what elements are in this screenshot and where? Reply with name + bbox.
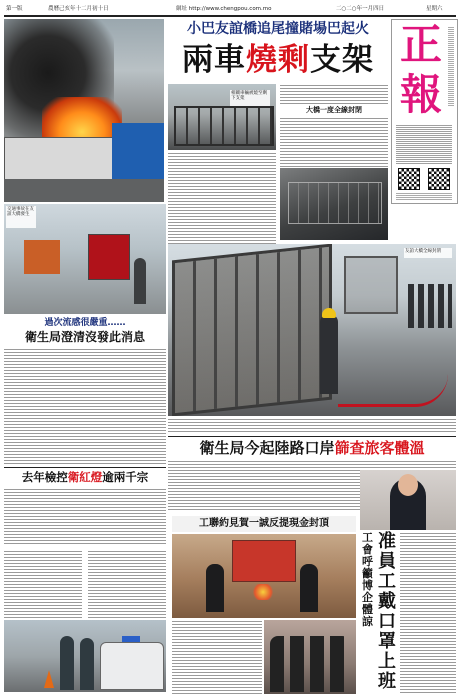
- people-photo: [264, 620, 356, 694]
- logo-char-1: 正: [400, 20, 443, 69]
- fireworks-body-text-3: [88, 550, 166, 618]
- traffic-officer-1: [60, 636, 74, 690]
- photo-caption-center: 友誼大橋全線封閉: [405, 249, 441, 254]
- masthead-strip: [6, 4, 454, 14]
- publisher-info: [396, 124, 452, 164]
- traffic-officer-2: [80, 638, 94, 690]
- lead-headline: [168, 40, 388, 80]
- photo-caption-box-left: [6, 206, 36, 228]
- bridge-road: [4, 179, 164, 202]
- wreckage-photo: [280, 168, 388, 240]
- weekday: 星期六: [426, 6, 443, 12]
- burnt-frame-photo: [168, 84, 276, 150]
- lead-subhead: 大橋一度全線封閉: [306, 106, 362, 114]
- police-officer: [134, 258, 146, 304]
- health-headline: [168, 436, 456, 459]
- person-left: [206, 564, 224, 612]
- helmet: [322, 308, 336, 318]
- side-kicker: 工會呼籲博企體諒: [362, 531, 373, 628]
- edition-label: 第一版: [6, 6, 23, 12]
- firefighter: [320, 314, 338, 394]
- lead-body-text-1: [280, 84, 388, 104]
- flu-headline: 衛生局澄清沒發此消息: [24, 330, 145, 344]
- photo-caption-left: 交通事故在友誼大橋發生: [7, 207, 34, 217]
- red-bus: [88, 234, 130, 280]
- section-divider: [4, 467, 166, 468]
- portrait-face: [398, 474, 418, 496]
- portrait-photo: [360, 470, 456, 530]
- website-link[interactable]: 網址 http://www.chengpou.com.mo: [176, 6, 272, 12]
- flu-body-text: [4, 348, 166, 466]
- fire-hose: [338, 374, 448, 407]
- bus-skeleton: [172, 244, 332, 416]
- photo-caption-box: [230, 90, 270, 106]
- meeting-photo: [172, 534, 356, 618]
- qr-caption: [396, 192, 452, 200]
- fireworks-body-text-2: [4, 550, 82, 618]
- headline-word-3: 支架: [310, 42, 374, 78]
- fire-photo: [4, 19, 164, 202]
- frame-skeleton: [174, 106, 274, 146]
- masthead-logo-box: [391, 19, 458, 204]
- police-car-light: [122, 636, 140, 642]
- headline-word-1: 兩車: [182, 42, 246, 78]
- people-silhouettes: [270, 636, 350, 692]
- bridge-accident-photo: [4, 204, 166, 314]
- meeting-backdrop: [232, 540, 296, 582]
- wreck-frame: [288, 182, 382, 224]
- headline-word-2: 燒剩: [246, 42, 310, 78]
- health-headline-black: 衛生局今起陸路口岸: [199, 439, 335, 457]
- flowers: [252, 584, 274, 600]
- fireworks-headline-2: 衛紅燈: [67, 470, 103, 484]
- lead-body-text-2: [280, 117, 388, 167]
- fireworks-headline-1: 去年檢控: [21, 470, 68, 484]
- lead-body-text-3: [168, 152, 276, 244]
- union-headline: 工聯約見賀一誠反提現金封頂: [172, 516, 356, 532]
- police-car: [100, 642, 164, 690]
- union-body-text: [172, 620, 262, 694]
- personnel-group: [408, 284, 452, 328]
- emergency-vehicles: [24, 240, 60, 274]
- fireworks-headline-3: 逾兩千宗: [102, 470, 149, 484]
- blue-bus: [112, 123, 164, 179]
- lead-continuation: [168, 418, 456, 434]
- bus-skeleton-photo: [168, 244, 456, 416]
- traffic-police-photo: [4, 620, 166, 692]
- photo-caption: 相關車輛被燒至剩下支架: [231, 91, 267, 101]
- side-headline: 准員工戴口罩上班: [378, 531, 396, 692]
- person-right: [300, 564, 318, 612]
- flu-kicker: 過次流感很嚴重……: [44, 318, 126, 328]
- fireworks-body-text-1: [4, 488, 166, 546]
- qr-code-1[interactable]: [398, 168, 420, 190]
- qr-code-2[interactable]: [428, 168, 450, 190]
- traffic-cone: [44, 670, 54, 688]
- second-bus-frame: [344, 256, 398, 314]
- fireworks-headline: [4, 470, 166, 485]
- masthead-rule: [4, 15, 456, 17]
- issue-date: 二○二○年一月四日: [336, 6, 385, 12]
- logo-fineprint-right: [448, 26, 454, 106]
- burning-bus: [4, 137, 118, 181]
- health-headline-red: 篩查旅客體溫: [334, 439, 425, 457]
- lunar-date: 農曆己亥年十二月初十日: [48, 6, 109, 12]
- photo-caption-box-center: [404, 248, 452, 258]
- logo-char-2: 報: [400, 70, 443, 119]
- side-body-text: [400, 532, 456, 694]
- lead-kicker: 小巴友誼橋追尾撞賭場巴起火: [187, 21, 369, 37]
